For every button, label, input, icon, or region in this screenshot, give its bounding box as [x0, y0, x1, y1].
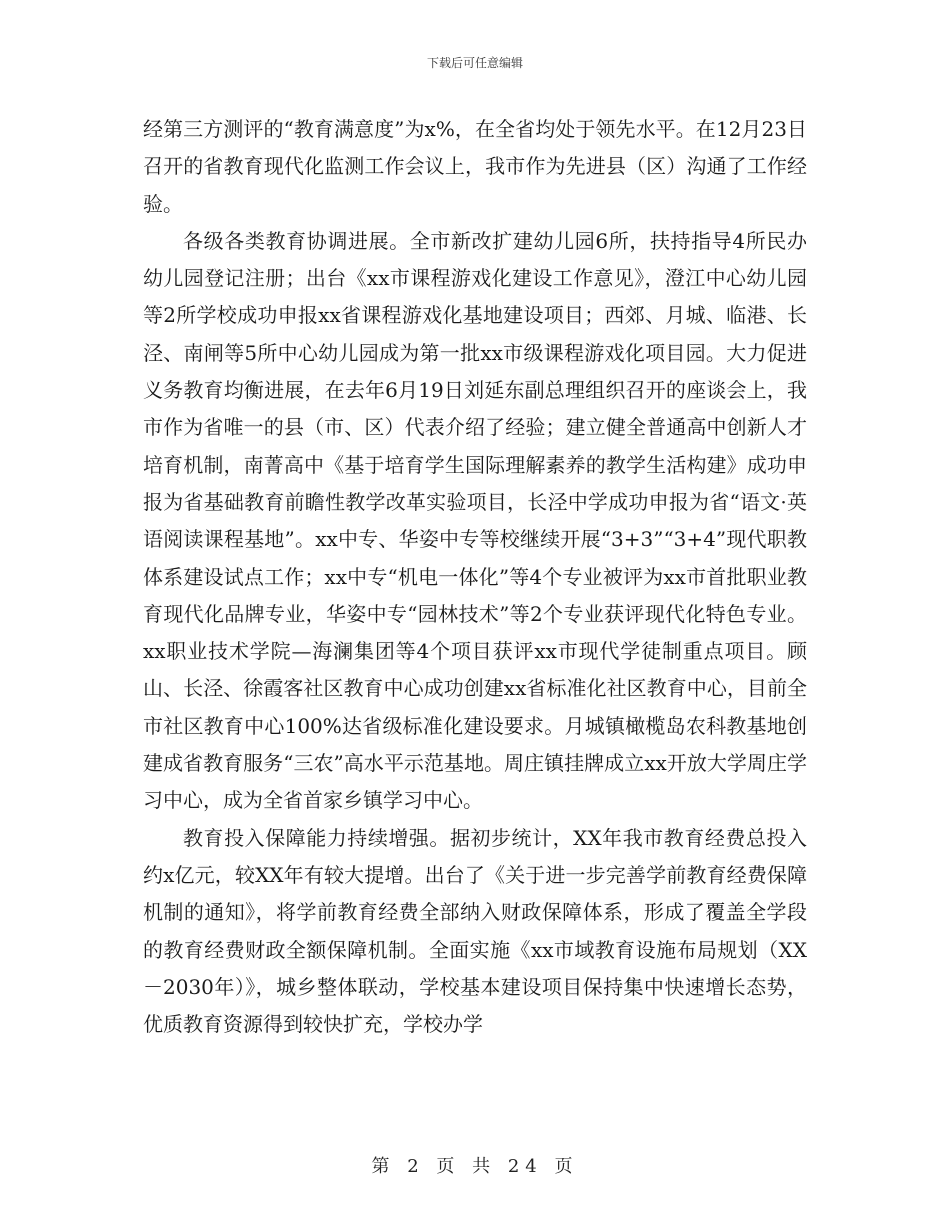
page-footer-number: 第 2 页 共 24 页 — [371, 1156, 579, 1177]
paragraph-education-coordination: 各级各类教育协调进展。全市新改扩建幼儿园6所，扶持指导4所民办幼儿园登记注册；出台《xx市课程游戏化建设工作意见》，澄江中心幼儿园等2所学校成功申报xx省课程游戏化基地建设项目；西郊、月城、临港、长泾、南闸等5所中心幼儿园成为第一批xx市级课程游戏化项目园。大力促进义务教育均衡进展，在去年6月19日刘延东副总理组织召开的座谈会上，我市作为省唯一的县（市、区）代表介绍了经验；建立健全普通高中创新人才培育机制，南菁高中《基于培育学生国际理解素养的教学生活构建》成功申报为省基础教育前瞻性教学改革实验项目，长泾中学成功申报为省“语文·英语阅读课程基地”。xx中专、华姿中专等校继续开展“3+3”“3+4”现代职教体系建设试点工作；xx中专“机电一体化”等4个专业被评为xx市首批职业教育现代化品牌专业，华姿中专“园林技术”等2个专业获评现代化特色专业。xx职业技术学院—海澜集团等4个项目获评xx市现代学徒制重点项目。顾山、长泾、徐霞客社区教育中心成功创建xx省标准化社区教育中心，目前全市社区教育中心100%达省级标准化建设要求。月城镇橄榄岛农科教基地创建成省教育服务“三农”高水平示范基地。周庄镇挂牌成立xx开放大学周庄学习中心，成为全省首家乡镇学习中心。 — [143, 228, 807, 813]
document-body — [143, 111, 807, 1043]
paragraph-education-investment: 教育投入保障能力持续增强。据初步统计，XX年我市教育经费总投入约x亿元，较XX年有较大提增。出台了《关于进一步完善学前教育经费保障机制的通知》，将学前教育经费全部纳入财政保障体系，形成了覆盖全学段的教育经费财政全额保障机制。全面实施《xx市域教育设施布局规划（XX－2030年）》，城乡整体联动，学校基本建设项目保持集中快速增长态势，优质教育资源得到较快扩充，学校办学 — [143, 825, 807, 1037]
page-header: 下载后可任意编辑 — [426, 56, 523, 70]
paragraph-continued: 经第三方测评的“教育满意度”为x%，在全省均处于领先水平。在12月23日召开的省教育现代化监测工作会议上，我市作为先进县（区）沟通了工作经验。 — [143, 117, 807, 216]
